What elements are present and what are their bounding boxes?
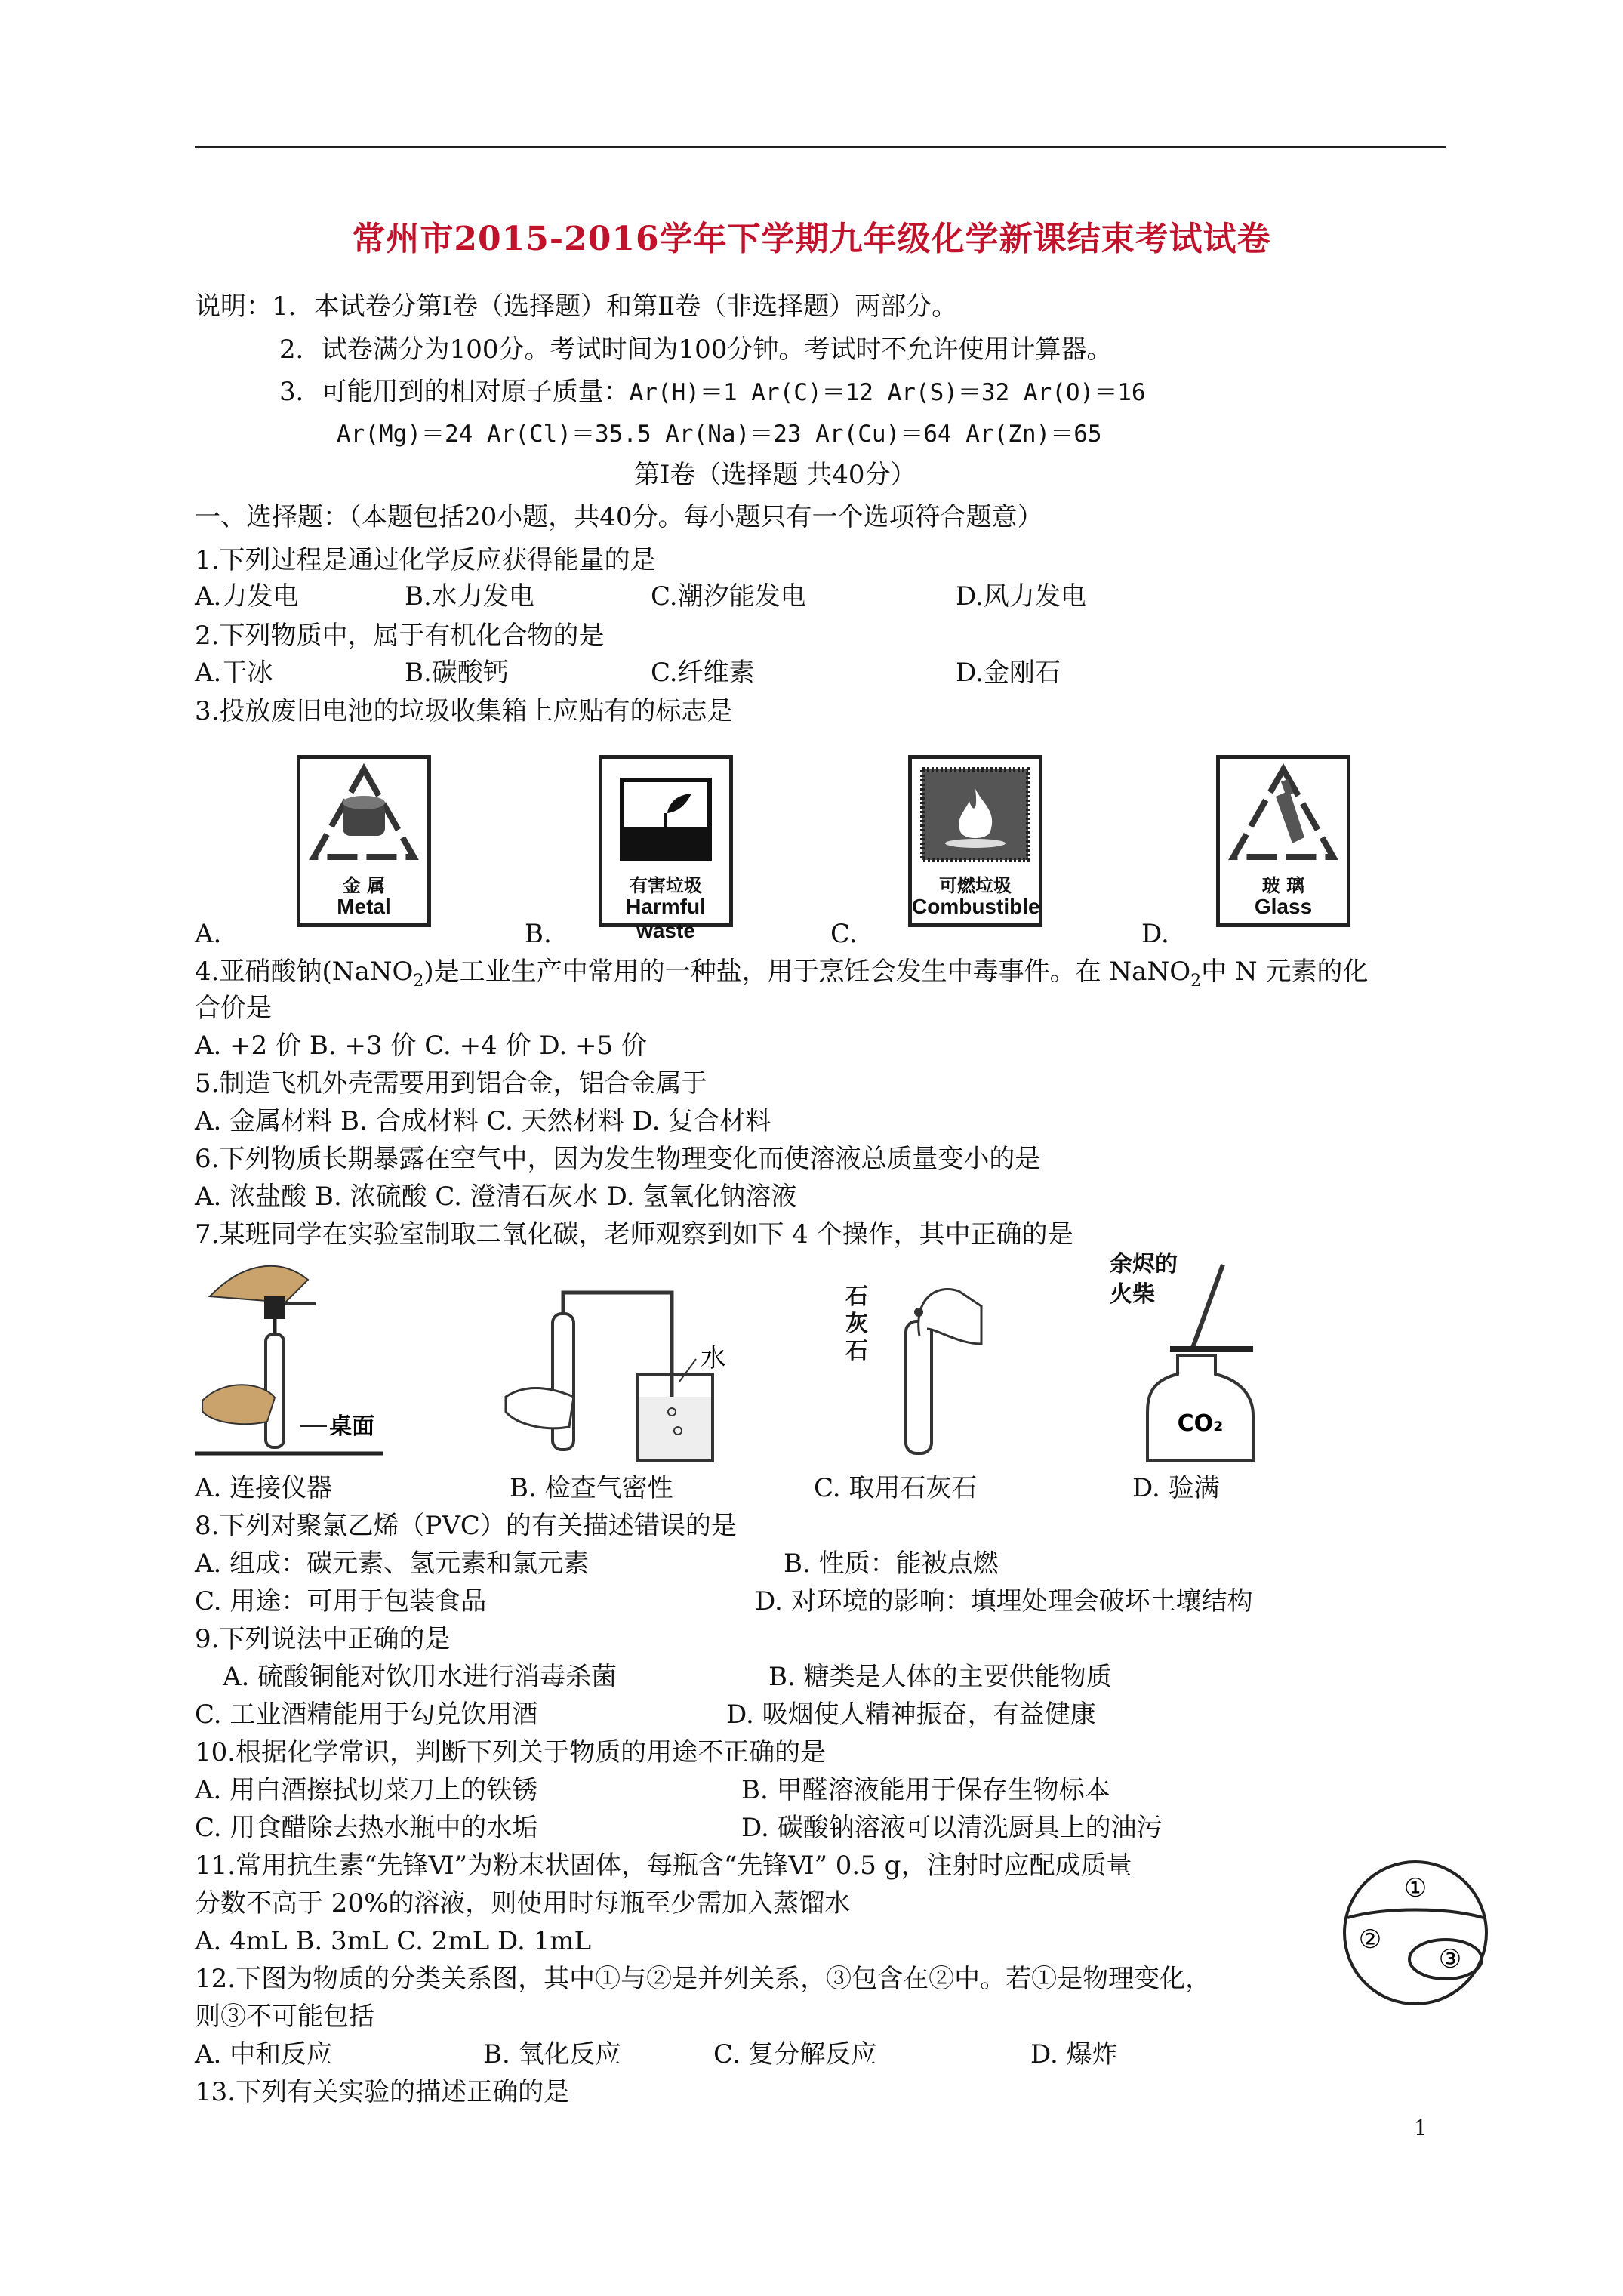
q10-option-c: C. 用食醋除去热水瓶中的水垢 [195,1813,538,1843]
combustible-symbol [908,755,1042,927]
q5-options: A. 金属材料 B. 合成材料 C. 天然材料 D. 复合材料 [195,1106,771,1136]
q8-option-b: B. 性质：能被点燃 [784,1549,999,1579]
match-label-2: 火柴 [1110,1281,1155,1308]
circle-3-label: ③ [1438,1944,1462,1974]
q7-option-d: D. 验满 [1132,1473,1220,1503]
q1-stem: 1.下列过程是通过化学反应获得能量的是 [195,545,656,575]
water-label: 水 [701,1343,726,1373]
q8-stem: 8.下列对聚氯乙烯（PVC）的有关描述错误的是 [195,1511,737,1541]
q1-option-b: B.水力发电 [405,581,534,612]
q11-options: A. 4mL B. 3mL C. 2mL D. 1mL [195,1926,592,1956]
q4-sub-1: 2 [413,971,424,991]
symbol-d-cn: 玻 璃 [1261,875,1305,896]
q4-stem [195,953,1368,1000]
q7-option-a: A. 连接仪器 [195,1473,333,1503]
page-number: 1 [1414,2116,1427,2140]
q1-option-c: C.潮汐能发电 [651,581,806,612]
q7-option-b: B. 检查气密性 [510,1473,673,1503]
recycle-glass-icon [1220,759,1347,864]
note-2: 2．试卷满分为100分。考试时间为100分钟。考试时不允许使用计算器。 [279,334,1113,365]
q2-option-b: B.碳酸钙 [405,658,509,688]
q4-stem-c: 中 N 元素的化 [1201,957,1369,987]
q3-label-a: A. [195,919,222,949]
q10-option-a: A. 用白酒擦拭切菜刀上的铁锈 [195,1775,538,1805]
symbol-b-en: Harmful waste [626,895,706,942]
q9-option-c: C. 工业酒精能用于勾兑饮用酒 [195,1700,538,1730]
q9-option-b: B. 糖类是人体的主要供能物质 [768,1662,1112,1692]
q9-option-a: A. 硫酸铜能对饮用水进行消毒杀菌 [223,1662,617,1692]
match-label-1: 余烬的 [1110,1251,1178,1277]
section-intro: 一、选择题：（本题包括20小题，共40分。每小题只有一个选项符合题意） [195,502,1043,532]
q9-stem: 9.下列说法中正确的是 [195,1624,451,1654]
q4-stem-a: 4.亚硝酸钠(NaNO [195,957,414,987]
header-rule [195,146,1446,148]
q10-stem: 10.根据化学常识，判断下列关于物质的用途不正确的是 [195,1737,827,1767]
q4-stem-b: )是工业生产中常用的一种盐，用于烹饪会发生中毒事件。在 NaNO [423,957,1191,987]
q12-stem-2: 则③不可能包括 [195,2002,374,2032]
symbol-a-en: Metal [337,895,391,918]
symbol-a-cn: 金 属 [342,875,386,896]
q12-option-c: C. 复分解反应 [713,2039,877,2069]
q6-stem: 6.下列物质长期暴露在空气中，因为发生物理变化而使溶液总质量变小的是 [195,1144,1041,1174]
q3-label-d: D. [1141,919,1169,949]
q7-stem: 7.某班同学在实验室制取二氧化碳，老师观察到如下 4 个操作，其中正确的是 [195,1219,1073,1250]
q11-stem-2: 分数不高于 20%的溶液，则使用时每瓶至少需加入蒸馏水 [195,1888,851,1918]
q5-stem: 5.制造飞机外壳需要用到铝合金，铝合金属于 [195,1068,707,1099]
q3-stem: 3.投放废旧电池的垃圾收集箱上应贴有的标志是 [195,696,733,726]
limestone-label: 石灰石 [845,1284,868,1364]
classification-diagram [1340,1857,1491,2008]
q2-option-d: D.金刚石 [956,658,1061,688]
q9-option-d: D. 吸烟使人精神振奋，有益健康 [726,1700,1096,1730]
q1-option-a: A.力发电 [195,581,299,612]
q12-option-a: A. 中和反应 [195,2039,333,2069]
q11-stem-1: 11.常用抗生素“先锋Ⅵ”为粉末状固体，每瓶含“先锋Ⅵ” 0.5 g，注射时应配成质量 [195,1851,1132,1881]
q2-option-a: A.干冰 [195,658,273,688]
section-title: 第Ⅰ卷（选择题 共40分） [634,460,916,490]
q1-option-d: D.风力发电 [956,581,1086,612]
symbol-d-en: Glass [1254,895,1313,918]
symbol-b-cn: 有害垃圾 [630,875,702,896]
q12-stem-1: 12.下图为物质的分类关系图，其中①与②是并列关系，③包含在②中。若①是物理变化， [195,1964,1212,1994]
q10-option-d: D. 碳酸钠溶液可以清洗厨具上的油污 [741,1813,1163,1843]
connect-apparatus-figure [195,1250,391,1469]
note-3-prefix: 3．可能用到的相对原子质量： [279,377,630,407]
q13-stem: 13.下列有关实验的描述正确的是 [195,2077,570,2107]
q3-label-c: C. [830,919,858,949]
q4-options: A. +2 价 B. +3 价 C. +4 价 D. +5 价 [195,1031,647,1061]
fire-icon [912,759,1039,864]
circle-2-label: ② [1358,1925,1382,1955]
full-check-figure [1132,1257,1268,1469]
q8-option-d: D. 对环境的影响：填埋处理会破坏土壤结构 [755,1586,1253,1616]
airtight-check-figure [498,1284,740,1469]
q7-option-c: C. 取用石灰石 [814,1473,978,1503]
page-title: 常州市2015-2016学年下学期九年级化学新课结束考试试卷 [352,220,1271,258]
q8-option-a: A. 组成：碳元素、氢元素和氯元素 [195,1549,590,1579]
co2-label: CO₂ [1177,1410,1224,1437]
circle-1-label: ① [1403,1873,1427,1903]
note-4-masses: Ar(Mg)＝24 Ar(Cl)＝35.5 Ar(Na)＝23 Ar(Cu)＝64 Ar(Zn)＝65 [337,421,1102,448]
metal-recycling-symbol [297,755,431,927]
q3-label-b: B. [525,919,552,949]
q8-option-c: C. 用途：可用于包装食品 [195,1586,487,1616]
symbol-c-cn: 可燃垃圾 [939,875,1012,896]
note-1: 说明：1．本试卷分第Ⅰ卷（选择题）和第Ⅱ卷（非选择题）两部分。 [195,291,958,322]
q4-sub-2: 2 [1190,971,1202,991]
harmful-waste-symbol [599,755,733,942]
harmful-waste-icon [602,759,729,864]
note-3-masses: Ar(H)＝1 Ar(C)＝12 Ar(S)＝32 Ar(O)＝16 [629,379,1146,406]
recycle-metal-icon [300,759,427,864]
q4-stem-2: 合价是 [195,993,272,1023]
q2-stem: 2.下列物质中，属于有机化合物的是 [195,621,605,651]
q12-option-b: B. 氧化反应 [483,2039,621,2069]
symbol-c-en: Combustible [912,895,1040,918]
q2-option-c: C.纤维素 [651,658,755,688]
q10-option-b: B. 甲醛溶液能用于保存生物标本 [741,1775,1110,1805]
q6-options: A. 浓盐酸 B. 浓硫酸 C. 澄清石灰水 D. 氢氧化钠溶液 [195,1182,797,1212]
glass-recycling-symbol [1216,755,1350,927]
desk-label: 桌面 [329,1413,374,1440]
q12-option-d: D. 爆炸 [1030,2039,1118,2069]
take-limestone-figure [876,1276,989,1457]
note-3 [279,373,1146,411]
